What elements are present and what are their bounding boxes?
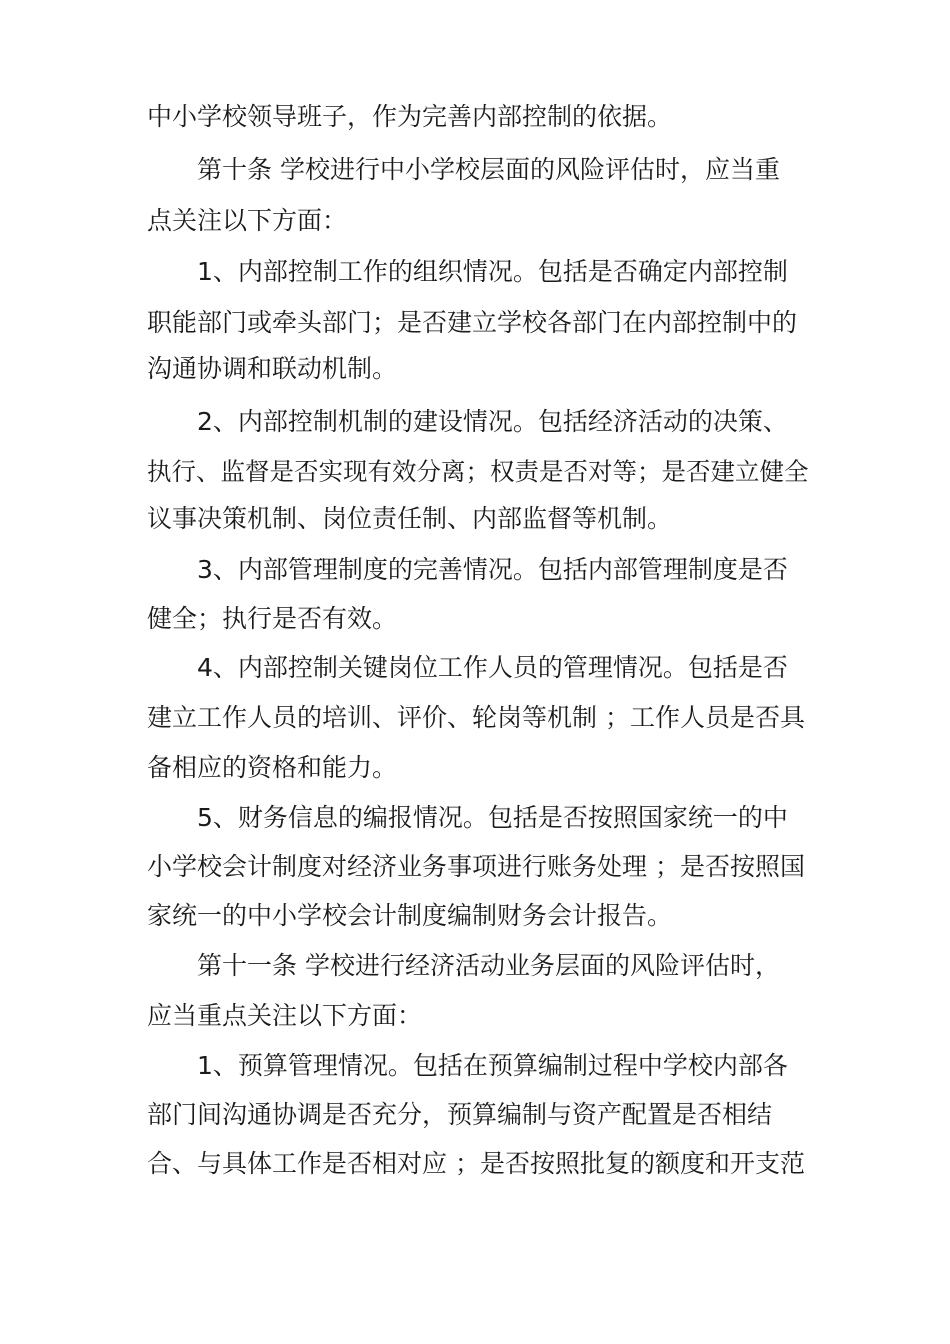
- list-item-line: 4、内部控制关键岗位工作人员的管理情况。包括是否: [197, 653, 788, 682]
- text-line: 点关注以下方面：: [147, 206, 348, 235]
- list-item-line: 3、内部管理制度的完善情况。包括内部管理制度是否: [197, 555, 788, 584]
- text-line: 健全；执行是否有效。: [147, 604, 398, 633]
- text-line: 建立工作人员的培训、评价、轮岗等机制 ；工作人员是否具: [147, 703, 805, 732]
- list-item-line: 2、内部控制机制的建设情况。包括经济活动的决策、: [197, 407, 788, 436]
- list-item-line: 1、内部控制工作的组织情况。包括是否确定内部控制: [197, 257, 788, 286]
- text-line: 议事决策机制、岗位责任制、内部监督等机制。: [147, 504, 673, 533]
- text-line: 应当重点关注以下方面：: [147, 1001, 423, 1030]
- article-heading-line: 第十一条 学校进行经济活动业务层面的风险评估时，: [197, 951, 780, 980]
- text-line: 中小学校领导班子，作为完善内部控制的依据。: [147, 102, 673, 131]
- text-line: 部门间沟通协调是否充分，预算编制与资产配置是否相结: [147, 1100, 773, 1129]
- list-item-line: 5、财务信息的编报情况。包括是否按照国家统一的中: [197, 803, 788, 832]
- list-item-line: 1、预算管理情况。包括在预算编制过程中学校内部各: [197, 1051, 788, 1080]
- text-line: 家统一的中小学校会计制度编制财务会计报告。: [147, 901, 673, 930]
- text-line: 沟通协调和联动机制。: [147, 354, 398, 383]
- text-line: 职能部门或牵头部门；是否建立学校各部门在内部控制中的: [147, 308, 798, 337]
- text-line: 小学校会计制度对经济业务事项进行账务处理 ；是否按照国: [147, 852, 805, 881]
- article-heading-line: 第十条 学校进行中小学校层面的风险评估时，应当重: [197, 155, 780, 184]
- text-line: 执行、监督是否实现有效分离；权责是否对等；是否建立健全: [147, 457, 809, 486]
- text-line: 备相应的资格和能力。: [147, 753, 398, 782]
- text-line: 合、与具体工作是否相对应 ；是否按照批复的额度和开支范: [147, 1149, 805, 1178]
